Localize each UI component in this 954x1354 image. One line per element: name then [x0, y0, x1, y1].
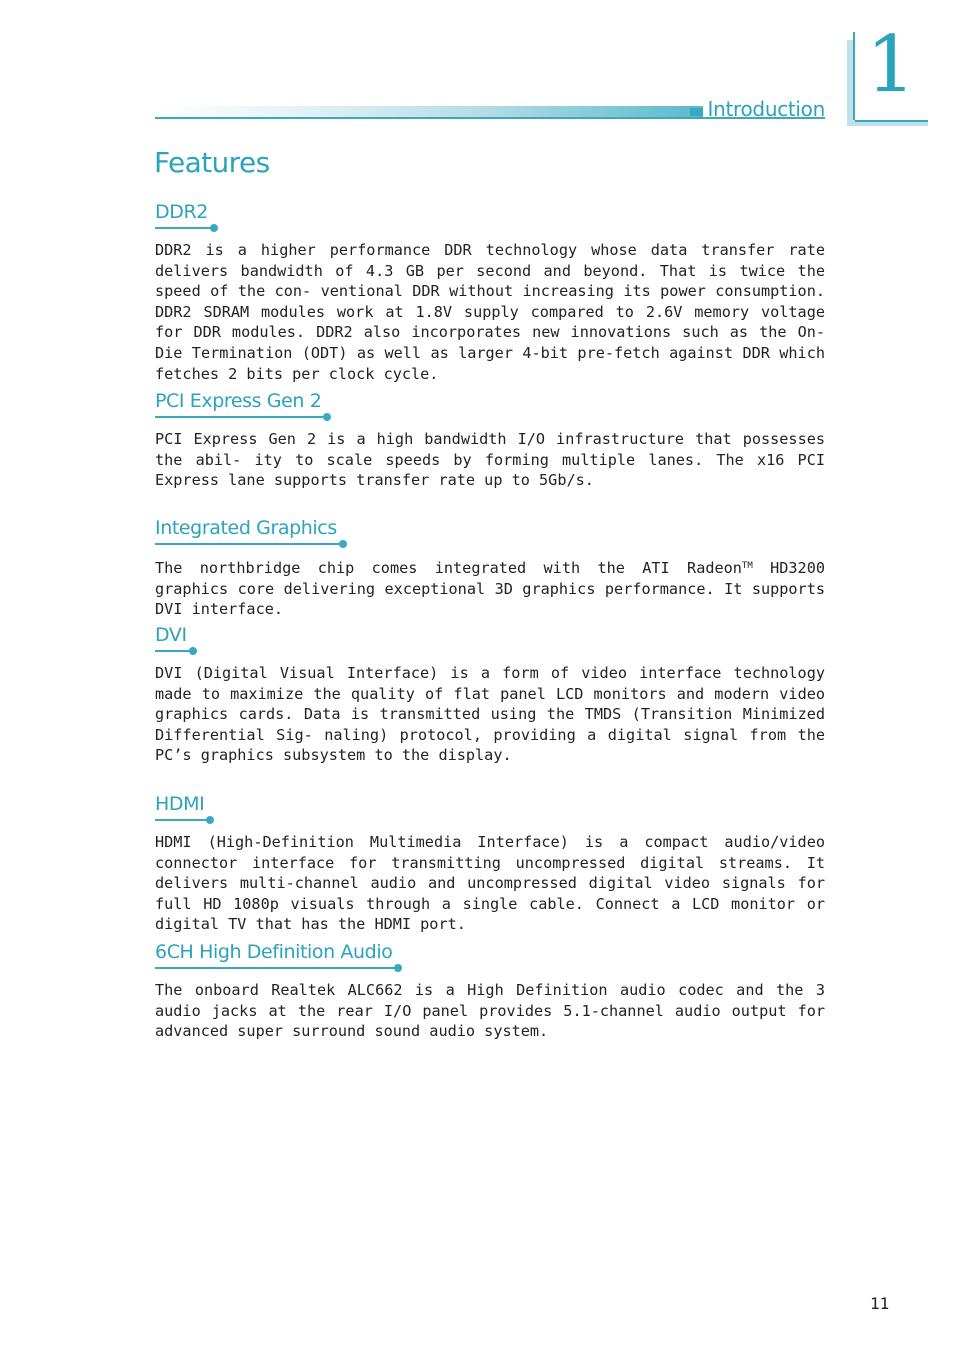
heading-underline	[155, 416, 327, 418]
section-heading	[155, 200, 218, 231]
section-body: PCI Express Gen 2 is a high bandwidth I/O infrastructure that possesses the abil- ity to scale speeds by forming multiple lanes. The x16 PCI Express lane supports transfer rate up to 5Gb/s.	[155, 430, 825, 490]
heading-underline-dot	[206, 816, 214, 824]
chapter-box-horizontal-line	[855, 120, 928, 122]
section-heading-text: PCI Express Gen 2	[155, 390, 322, 412]
section-heading	[155, 940, 402, 971]
page-title: Features	[154, 146, 270, 179]
heading-underline-dot	[210, 224, 218, 232]
section-hdmi	[155, 792, 825, 935]
section-body: HDMI (High-Definition Multimedia Interface) is a compact audio/video connector interface for transmitting uncompressed digital streams. It delivers multi-channel audio and uncompressed digital video signals for full HD 1080p visuals through a single cable. Connect a LCD monitor or digital TV that has the HDMI port.	[155, 833, 825, 934]
section-dvi	[155, 623, 825, 766]
section-6ch-hd-audio	[155, 940, 825, 1042]
chapter-number: 1	[866, 20, 916, 110]
body-text-part: The northbridge chip comes integrated with the ATI Radeon	[155, 559, 742, 577]
section-heading	[155, 389, 331, 420]
chapter-box-vertical-line	[853, 32, 855, 122]
heading-underline-dot	[394, 964, 402, 972]
section-integrated-graphics	[155, 516, 825, 620]
section-heading-text: 6CH High Definition Audio	[155, 941, 393, 963]
section-body: DDR2 is a higher performance DDR technology whose data transfer rate delivers bandwidth of 4.3 GB per second and beyond. That is twice the speed of the con- ventional DDR without increasing its power consumption. DDR2 SDRAM modules work at 1.8V supply compared to 2.6V memory voltage for DDR modules. DDR2 also incorporates new innovations such as the On-Die Termination (ODT) as well as larger 4-bit pre-fetch against DDR which fetches 2 bits per clock cycle.	[155, 241, 825, 383]
section-heading-text: DVI	[155, 624, 187, 646]
page-number: 11	[870, 1294, 890, 1313]
trademark-superscript: TM	[741, 561, 753, 571]
heading-underline-dot	[189, 647, 197, 655]
heading-underline	[155, 543, 343, 545]
heading-underline-dot	[323, 413, 331, 421]
section-heading-text: Integrated Graphics	[155, 517, 337, 539]
section-body	[155, 556, 825, 620]
section-pci-express-gen2	[155, 389, 825, 491]
section-body: The onboard Realtek ALC662 is a High Definition audio codec and the 3 audio jacks at the rear I/O panel provides 5.1-channel audio output for advanced super surround sound audio system.	[155, 981, 825, 1041]
header-bar-end	[690, 108, 703, 116]
running-header-section-name: Introduction	[707, 97, 825, 121]
section-heading-text: DDR2	[155, 201, 208, 223]
heading-underline	[155, 967, 398, 969]
heading-underline	[155, 227, 214, 229]
heading-underline	[155, 819, 210, 821]
body-text-part: HD3200 graphics core delivering exceptional 3D graphics performance. It supports DVI interface.	[155, 559, 825, 619]
heading-underline	[155, 650, 193, 652]
section-heading	[155, 792, 214, 823]
section-heading-text: HDMI	[155, 793, 205, 815]
chapter-number-box	[847, 20, 928, 126]
section-body: DVI (Digital Visual Interface) is a form of video interface technology made to maximize the quality of flat panel LCD monitors and modern video graphics cards. Data is transmitted using the TMDS (Transition Minimized Differential Sig- naling) protocol, providing a digital signal from the PC’s graphics subsystem to the display.	[155, 664, 825, 765]
section-heading	[155, 623, 197, 654]
section-ddr2	[155, 200, 825, 384]
section-heading	[155, 516, 347, 547]
heading-underline-dot	[339, 540, 347, 548]
